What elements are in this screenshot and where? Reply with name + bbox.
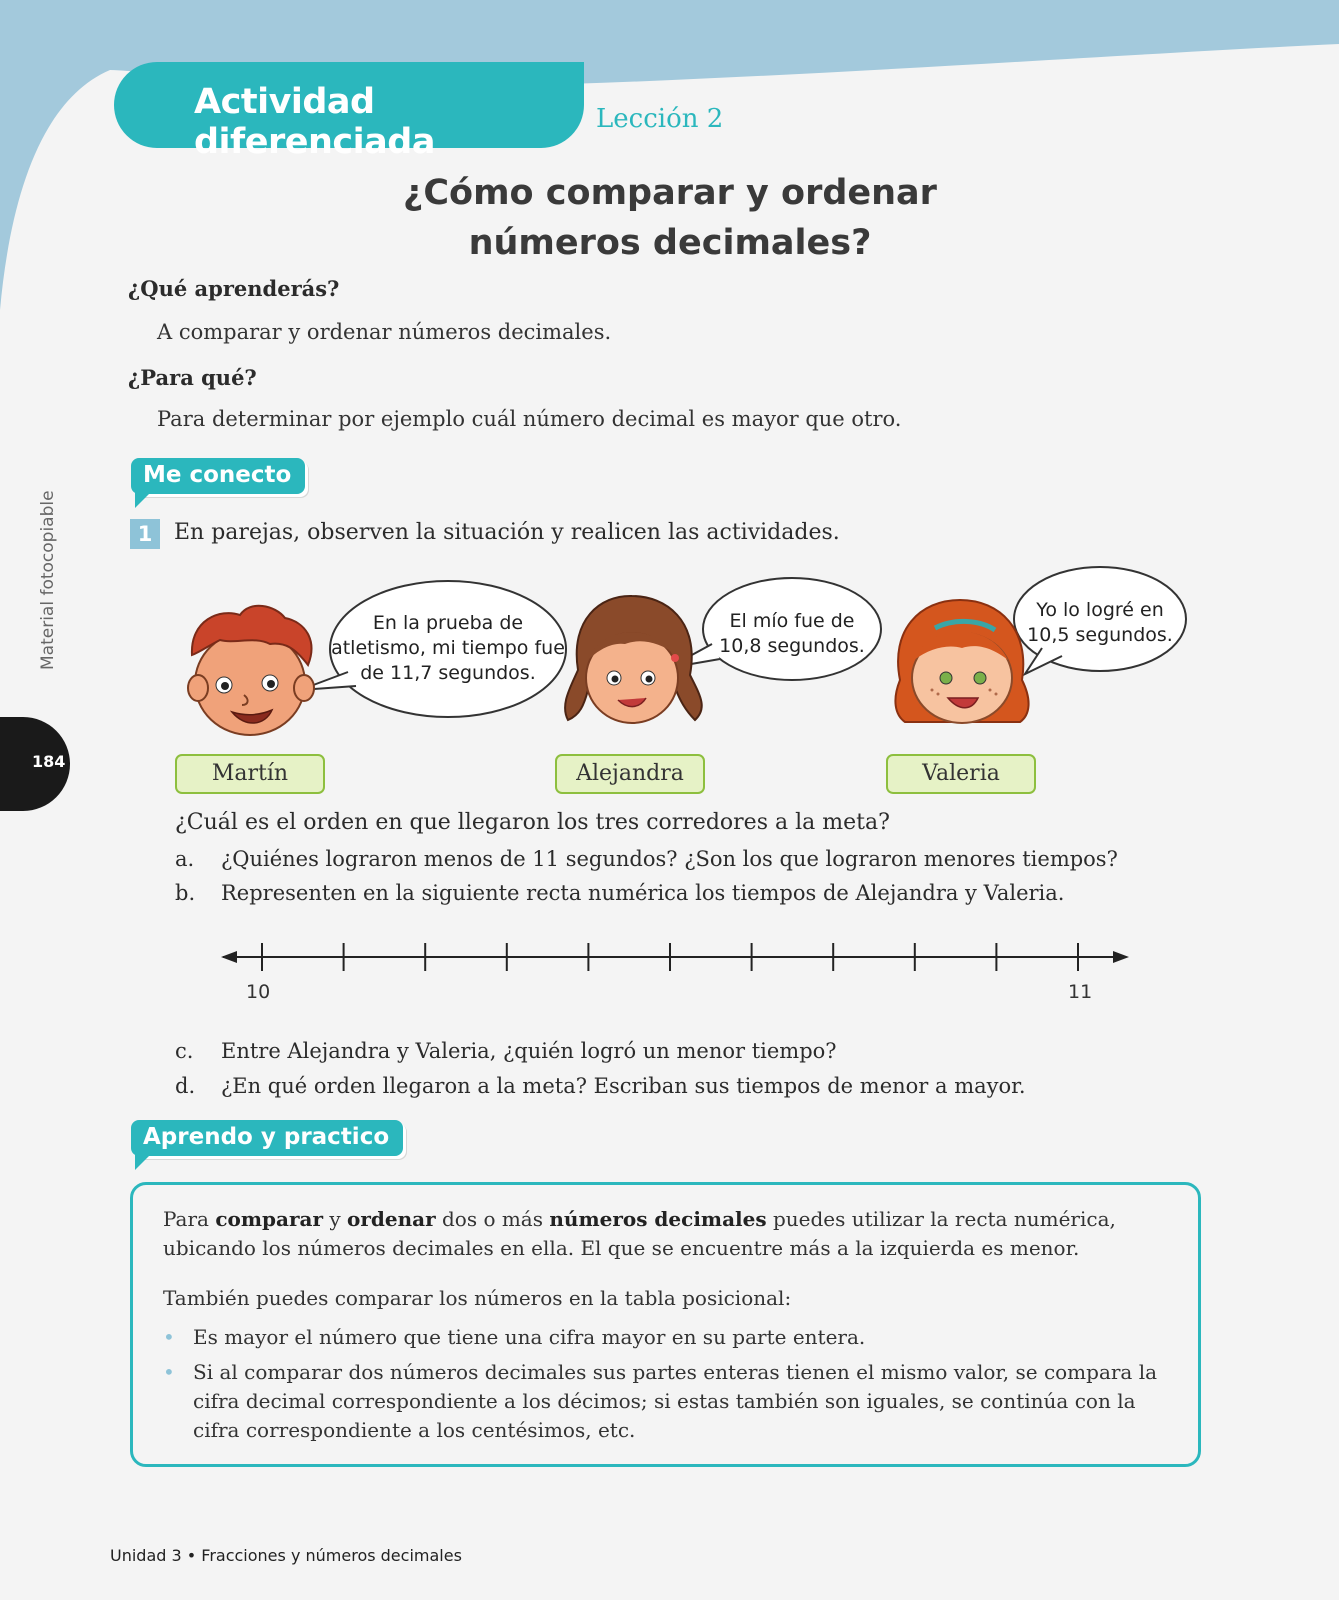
me-conecto-tag: [131, 458, 305, 494]
item-text: Representen en la siguiente recta numérica los tiempos de Alejandra y Valeria.: [221, 881, 1065, 905]
number-line-end-label: 11: [1068, 981, 1093, 1003]
item-text: ¿En qué orden llegaron a la meta? Escriban sus tiempos de menor a mayor.: [221, 1074, 1026, 1098]
item-letter: d.: [175, 1074, 196, 1098]
text-run: Para: [163, 1207, 216, 1231]
learn-text: A comparar y ordenar números decimales.: [157, 320, 612, 344]
characters-illustration: [0, 560, 1339, 740]
bullet-text: Es mayor el número que tiene una cifra mayor en su parte entera.: [193, 1325, 866, 1349]
text-run: puedes utilizar la recta numérica, ubicando los números decimales en ella. El que se encuentre más a la izquierda es menor.: [163, 1207, 1116, 1260]
concept-box: [130, 1182, 1201, 1467]
speech-line: Yo lo logré en: [1036, 599, 1164, 621]
speech-line: 10,8 segundos.: [719, 635, 865, 657]
bold-term: números decimales: [549, 1207, 767, 1231]
name-tag-alejandra: Alejandra: [555, 754, 705, 794]
right-arrow-icon: [1113, 951, 1129, 963]
aprendo-tag: [131, 1120, 403, 1156]
bullet-dot-icon: •: [163, 1360, 175, 1384]
speech-line: de 11,7 segundos.: [360, 662, 536, 684]
item-letter: b.: [175, 881, 196, 905]
speech-line: atletismo, mi tiempo fue: [331, 637, 565, 659]
martin-face: [188, 606, 314, 735]
number-line-start-label: 10: [246, 981, 271, 1003]
speech-text-martin: [330, 611, 566, 686]
bullet-dot-icon: •: [163, 1325, 175, 1349]
side-label: Material fotocopiable: [38, 490, 58, 670]
text-run: y: [322, 1207, 347, 1231]
page-title-line1: ¿Cómo comparar y ordenar: [403, 173, 937, 213]
learn-heading: ¿Qué aprenderás?: [128, 276, 340, 301]
activity-instruction: En parejas, observen la situación y realicen las actividades.: [174, 520, 840, 545]
activity-header-tab: [114, 62, 584, 162]
item-text: ¿Quiénes lograron menos de 11 segundos? ¿Son los que lograron menores tiempos?: [221, 847, 1118, 871]
name-tag-martin: Martín: [175, 754, 325, 794]
purpose-text: Para determinar por ejemplo cuál número decimal es mayor que otro.: [157, 407, 902, 431]
valeria-face: [895, 600, 1028, 723]
page-title: [380, 168, 960, 268]
bold-term: ordenar: [347, 1207, 436, 1231]
main-question: ¿Cuál es el orden en que llegaron los tres corredores a la meta?: [175, 810, 890, 835]
speech-text-alejandra: [712, 609, 872, 659]
page-title-line2: números decimales?: [468, 223, 872, 263]
purpose-heading: ¿Para qué?: [128, 365, 257, 390]
item-letter: a.: [175, 847, 195, 871]
alejandra-face: [565, 596, 702, 723]
name-tag-valeria: Valeria: [886, 754, 1036, 794]
number-line: [215, 935, 1135, 975]
bullet-text: Si al comparar dos números decimales sus partes enteras tienen el mismo valor, se compara la cifra decimal correspondiente a los décimos; si estas también son iguales, se continúa con la cifra correspondiente a los centésimos, etc.: [193, 1360, 1158, 1442]
item-text: Entre Alejandra y Valeria, ¿quién logró un menor tiempo?: [221, 1039, 837, 1063]
concept-paragraph-2: También puedes comparar los números en la tabla posicional:: [163, 1286, 792, 1310]
activity-number-badge: 1: [130, 519, 160, 549]
item-letter: c.: [175, 1039, 194, 1063]
speech-text-valeria: [1022, 598, 1178, 648]
speech-line: En la prueba de: [372, 612, 524, 634]
me-conecto-label: Me conecto: [143, 462, 292, 488]
concept-paragraph-1: [163, 1205, 1173, 1263]
speech-line: El mío fue de: [729, 610, 855, 632]
left-arrow-icon: [221, 951, 237, 963]
bold-term: comparar: [215, 1207, 323, 1231]
activity-title: Actividad diferenciada: [194, 82, 435, 162]
aprendo-label: Aprendo y practico: [143, 1124, 390, 1150]
speech-line: 10,5 segundos.: [1027, 624, 1173, 646]
page-footer: Unidad 3 • Fracciones y números decimales: [110, 1546, 462, 1565]
page-number: 184: [32, 752, 66, 771]
text-run: dos o más: [435, 1207, 550, 1231]
lesson-label: Lección 2: [596, 104, 724, 134]
